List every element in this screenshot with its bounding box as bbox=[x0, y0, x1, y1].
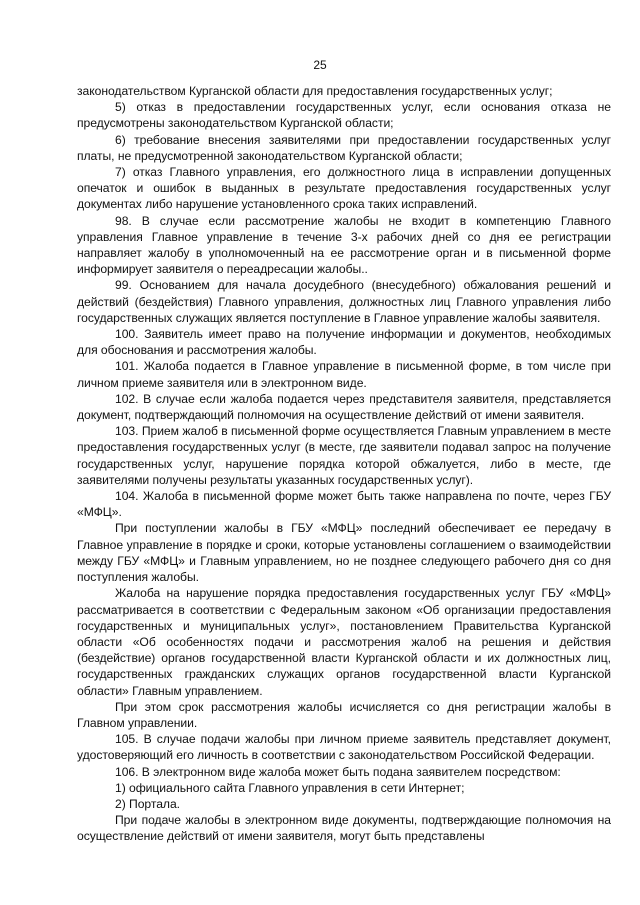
paragraph: 98. В случае если рассмотрение жалобы не входит в компетенцию Главного управления Главное управление в течение 3-х рабочих дней со дня ее регистрации направляет жалобу в уполномоченный на ее рассмотрение орган и в письменной форме информирует заявителя о переадресации жалобы.. bbox=[77, 213, 611, 277]
paragraph: 105. В случае подачи жалобы при личном приеме заявитель представляет документ, удостоверяющий его личность в соответствии с законодательством Российской Федерации. bbox=[77, 732, 611, 763]
page-number: 25 bbox=[313, 58, 327, 72]
paragraph: При подаче жалобы в электронном виде документы, подтверждающие полномочия на осуществление действий от имени заявителя, могут быть представлены bbox=[77, 813, 611, 844]
paragraph: законодательством Курганской области для предоставления государственных услуг; bbox=[77, 84, 553, 98]
paragraph: 5) отказ в предоставлении государственных услуг, если основания отказа не предусмотрены законодательством Курганской области; bbox=[77, 100, 611, 131]
paragraph: При этом срок рассмотрения жалобы исчисляется со дня регистрации жалобы в Главном управлении. bbox=[77, 699, 611, 730]
paragraph: При поступлении жалобы в ГБУ «МФЦ» последний обеспечивает ее передачу в Главное управление в порядке и сроки, которые установлены соглашением о взаимодействии между ГБУ «МФЦ» и Главным управлением, но не позднее следующего рабочего дня со дня поступления жалобы. bbox=[77, 521, 611, 585]
paragraph: 103. Прием жалоб в письменной форме осуществляется Главным управлением в месте предоставления государственных услуг (в месте, где заявители подавал запрос на получение государственных услуг, нарушение порядка которой обжалуется, либо в месте, где заявителями получены результаты указанных государственных услуг). bbox=[77, 424, 611, 487]
paragraph: 6) требование внесения заявителями при предоставлении государственных услуг платы, не предусмотренной законодательством Курганской области; bbox=[77, 132, 611, 163]
paragraph: 106. В электронном виде жалоба может быть подана заявителем посредством: bbox=[115, 764, 561, 779]
paragraph: 99. Основанием для начала досудебного (внесудебного) обжалования решений и действий (бездействия) Главного управления, должностных лиц Главного управления либо государственных служащих является поступление в Главное управление жалобы заявителя. bbox=[77, 278, 611, 325]
paragraph: 100. Заявитель имеет право на получение информации и документов, необходимых для обоснования и рассмотрения жалобы. bbox=[77, 327, 611, 358]
paragraph: 7) отказ Главного управления, его должностного лица в исправлении допущенных опечаток и ошибок в выданных в результате предоставления государственных услуг документах либо нарушение установленного срока таких исправлений. bbox=[77, 165, 611, 212]
paragraph: 2) Портала. bbox=[115, 796, 180, 811]
paragraph: Жалоба на нарушение порядка предоставления государственных услуг ГБУ «МФЦ» рассматривается в соответствии с Федеральным законом «Об организации предоставления государственных и муниципальных услуг», постановлением Правительства Курганской области «Об особенностях подачи и рассмотрения жалоб на решения и действия (бездействие) органов государственной власти Курганской области и их должностных лиц, государственных гражданских служащих органов государственной власти Курганской области» Главным управлением. bbox=[77, 586, 611, 698]
paragraph: 102. В случае если жалоба подается через представителя заявителя, представляется документ, подтверждающий полномочия на осуществление действий от имени заявителя. bbox=[77, 391, 611, 423]
paragraph: 101. Жалоба подается в Главное управление в письменной форме, в том числе при личном приеме заявителя или в электронном виде. bbox=[77, 359, 611, 390]
paragraph: 1) официального сайта Главного управления в сети Интернет; bbox=[115, 780, 465, 795]
document-body bbox=[77, 83, 611, 845]
paragraph: 104. Жалоба в письменной форме может быть также направлена по почте, через ГБУ «МФЦ». bbox=[77, 489, 611, 520]
